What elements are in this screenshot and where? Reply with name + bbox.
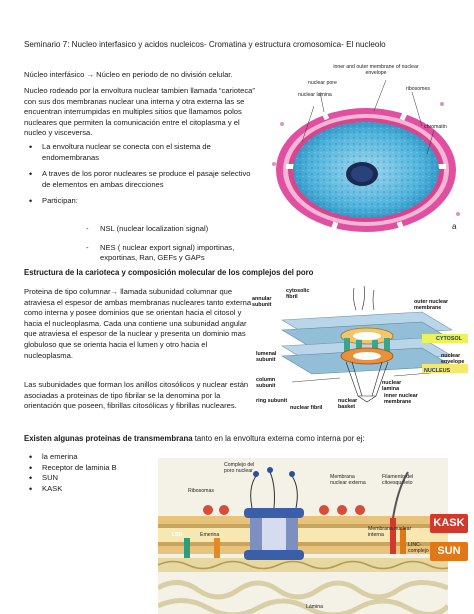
section3-heading-bold: Existen algunas proteinas de transmembrana: [24, 434, 193, 443]
page-title: Seminario 7: Nucleo interfasico y acidos nucleicos- Cromatina y estructura cromosomica- El nucleolo: [24, 40, 386, 49]
kask-badge: KASK: [430, 514, 468, 533]
section3-heading-rest: tanto en la envoltura externa como interna por ej:: [192, 434, 365, 443]
label-nuclear-envelope: nuclear envelope: [441, 353, 465, 366]
lamina-band: [158, 558, 448, 572]
label-ribosomes: ribosomes: [406, 86, 430, 92]
intro-line: Núcleo interfásico → Núcleo en periodo de no división celular.: [24, 70, 233, 79]
cytosolic-fibrils: [353, 286, 374, 310]
intro-paragraph: Nucleo rodeado por la envoltura nuclear tambien llamada “carioteca” con sus dos membranas nuclear una interna y otra externa las se encuentran interrumpidas en multiples sitios que llamamos polos nucleares que permiten la comunicación entre el citoplasma y el nucleo y visceversa.: [24, 86, 255, 138]
participant-list: [86, 224, 256, 264]
label-ribosomas: Ribosomas: [188, 488, 214, 494]
label-column-subunit: column subunit: [256, 377, 276, 390]
label-pore-complex: Complejo del poro nuclear: [224, 462, 255, 474]
label-lumenal-subunit: lumenal subunit: [256, 351, 277, 364]
label-outer-membrane: outer nuclear membrane: [414, 299, 449, 312]
label-ring-subunit: ring subunit: [256, 398, 288, 404]
pore-nuclear-ring: [244, 550, 304, 560]
label-inner-membrane: inner nuclear membrane: [384, 393, 418, 406]
section2-paragraph-1: Proteina de tipo columnar→ llamada subunidad columnar que atraviesa el espesor de ambas membranas nucleares tanto externa como interna y posee dominios que se orientan hacia el citosol y hacia el nucleoplasma. Cada una contiene una subunidad angular que atraviesa el espesor de la nuclear y presenta un dominio mas globuloso que se orienta hacia el lumen y otro hacia el nucleoplasma.: [24, 287, 252, 360]
label-annular-subunit: annular subunit: [252, 296, 272, 309]
label-inner-membrane-es: Membrana nuclear interna: [368, 526, 412, 538]
label-nuclear-lamina: nuclear lamina: [298, 92, 332, 98]
section2-paragraph-2: Las subunidades que forman los anillos citosólicos y nuclear están asociadas a proteinas de tipo fibrilar se la denomina por la orientación que poseen, fibrillas citosólicas y fibrillas nucleares.: [24, 380, 249, 411]
label-filament: Filamento del citoesqueleto: [382, 474, 414, 486]
label-nucleus: NUCLEUS: [424, 368, 451, 374]
section2-heading: Estructura de la carioteca y composición molecular de los complejos del poro: [24, 268, 314, 277]
list-item: • A traves de los poror nucleares se produce el pasaje selectivo de elementos en ambas direcciones: [26, 169, 258, 190]
nucleus-diagram: [262, 64, 470, 236]
label-outer-membrane-es: Membrana nuclear externa: [330, 474, 366, 486]
sun-badge: SUN: [430, 542, 468, 561]
label-envelope: inner and outer membrane of nuclear envelope: [333, 64, 419, 76]
label-cytosolic-fibril: cytosolic fibril: [286, 288, 310, 301]
list-item: - NSL (nuclear localization signal): [86, 224, 256, 235]
label-nuclear-basket: nuclear basket: [338, 398, 358, 411]
list-item: • la emerina: [26, 452, 146, 463]
intro-bullet-list: [26, 142, 258, 207]
list-item: • KASK: [26, 484, 146, 495]
list-item: • Receptor de laminia B: [26, 463, 146, 474]
pore-cytosolic-ring: [244, 508, 304, 518]
transmembrane-list: [26, 452, 146, 494]
label-lamina: Lámina: [306, 604, 324, 610]
label-nuclear-fibril: nuclear fibril: [290, 405, 323, 411]
label-lbr: LBR: [172, 532, 183, 538]
emerin-protein: [214, 538, 220, 558]
figure-letter: a: [452, 222, 457, 231]
lbr-protein: [184, 538, 190, 558]
list-item: • SUN: [26, 473, 146, 484]
label-emerina: Emerina: [200, 532, 220, 538]
label-nuclear-lamina-2: nuclear lamina: [382, 380, 402, 393]
outer-membrane: [158, 516, 448, 524]
list-item: - NES ( nuclear export signal) importinas, exportinas, Ran, GEFs y GAPs: [86, 243, 256, 264]
label-chromatin: chromatin: [424, 124, 447, 130]
section3-heading: [24, 434, 464, 443]
list-item: • La envoltura nuclear se conecta con el sistema de endomembranas: [26, 142, 258, 163]
label-nuclear-pore: nuclear pore: [308, 80, 337, 86]
list-item: • Participan:: [26, 196, 258, 207]
label-linc: LINC-complejo: [408, 542, 429, 554]
label-cytosol: CYTOSOL: [436, 336, 462, 342]
